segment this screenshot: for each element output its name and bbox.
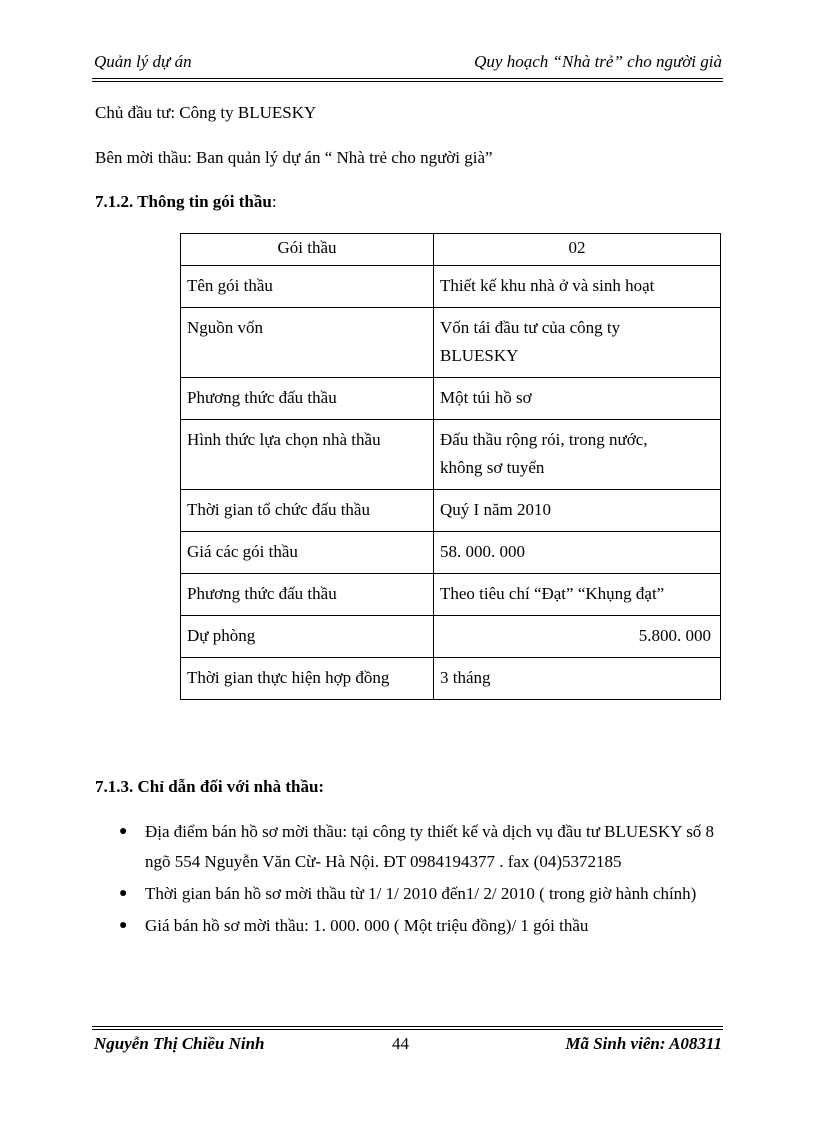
table-cell-label: Thời gian tổ chức đấu thầu	[181, 490, 434, 532]
list-item-text: Địa điểm bán hồ sơ mời thầu: tại công ty thiết kế và dịch vụ đầu tư BLUESKY số 8 ngõ 554 Nguyễn Văn Cừ- Hà Nội. ĐT 0984194377 . fax (04)5372185	[145, 822, 715, 871]
table-row	[181, 532, 721, 574]
table-header-cell: Gói thầu	[181, 234, 434, 266]
table-cell-value: Thiết kế khu nhà ở và sinh hoạt	[434, 266, 721, 308]
page-header	[94, 48, 722, 78]
header-project-title: Quy hoạch “Nhà trẻ” cho người già	[474, 52, 722, 71]
table-cell-value: 5.800. 000	[434, 616, 721, 658]
list-item	[95, 879, 715, 909]
table-header-cell: 02	[434, 234, 721, 266]
page-number: 44	[392, 1034, 409, 1053]
table-cell-label: Nguồn vốn	[181, 308, 434, 378]
page-footer	[94, 1032, 722, 1058]
table-row	[181, 616, 721, 658]
investor-line: Chủ đầu tư: Công ty BLUESKY	[95, 103, 317, 122]
bullet-icon: ●	[119, 824, 128, 839]
footer-divider	[92, 1026, 723, 1030]
table-cell-value: Đấu thầu rộng rói, trong nước, không sơ tuyển	[434, 420, 721, 490]
footer-student-id: Mã Sinh viên: A08311	[565, 1034, 722, 1053]
list-item	[95, 911, 715, 941]
footer-author: Nguyễn Thị Chiều Ninh	[94, 1034, 265, 1053]
table-row	[181, 420, 721, 490]
table-cell-label: Tên gói thầu	[181, 266, 434, 308]
instruction-list	[95, 817, 715, 943]
table-row	[181, 308, 721, 378]
bullet-icon: ●	[119, 886, 128, 901]
inviter-line: Bên mời thầu: Ban quản lý dự án “ Nhà trẻ cho người già”	[95, 148, 493, 167]
table-row	[181, 574, 721, 616]
table-row	[181, 658, 721, 700]
bid-info-table	[180, 233, 721, 700]
table-cell-label: Giá các gói thầu	[181, 532, 434, 574]
list-item-text: Giá bán hồ sơ mời thầu: 1. 000. 000 ( Một triệu đồng)/ 1 gói thầu	[145, 916, 589, 935]
table-cell-label: Hình thức lựa chọn nhà thầu	[181, 420, 434, 490]
table-cell-value: Quý I năm 2010	[434, 490, 721, 532]
table-cell-value: Vốn tái đầu tư của công ty BLUESKY	[434, 308, 721, 378]
header-course-title: Quản lý dự án	[94, 52, 192, 71]
table-cell-value: 58. 000. 000	[434, 532, 721, 574]
table-row	[181, 266, 721, 308]
table-cell-label: Phương thức đấu thầu	[181, 574, 434, 616]
section-heading-bid-info	[95, 192, 277, 212]
table-cell-value: 3 tháng	[434, 658, 721, 700]
table-cell-label: Thời gian thực hiện hợp đồng	[181, 658, 434, 700]
table-header-row	[181, 234, 721, 266]
table-cell-value: Một túi hồ sơ	[434, 378, 721, 420]
header-divider	[92, 78, 723, 82]
bullet-icon: ●	[119, 918, 128, 933]
section-heading-colon: :	[271, 192, 277, 211]
table-row	[181, 490, 721, 532]
table-cell-label: Phương thức đấu thầu	[181, 378, 434, 420]
section-heading-bidder-instructions: 7.1.3. Chỉ dẫn đối với nhà thầu:	[95, 777, 325, 796]
table-cell-value: Theo tiêu chí “Đạt” “Khụng đạt”	[434, 574, 721, 616]
list-item-text: Thời gian bán hồ sơ mời thầu từ 1/ 1/ 2010 đến1/ 2/ 2010 ( trong giờ hành chính)	[145, 884, 697, 903]
section-heading-bid-info-text: 7.1.2. Thông tin gói thầu	[95, 192, 272, 211]
table-row	[181, 378, 721, 420]
list-item	[95, 817, 715, 877]
table-cell-label: Dự phòng	[181, 616, 434, 658]
